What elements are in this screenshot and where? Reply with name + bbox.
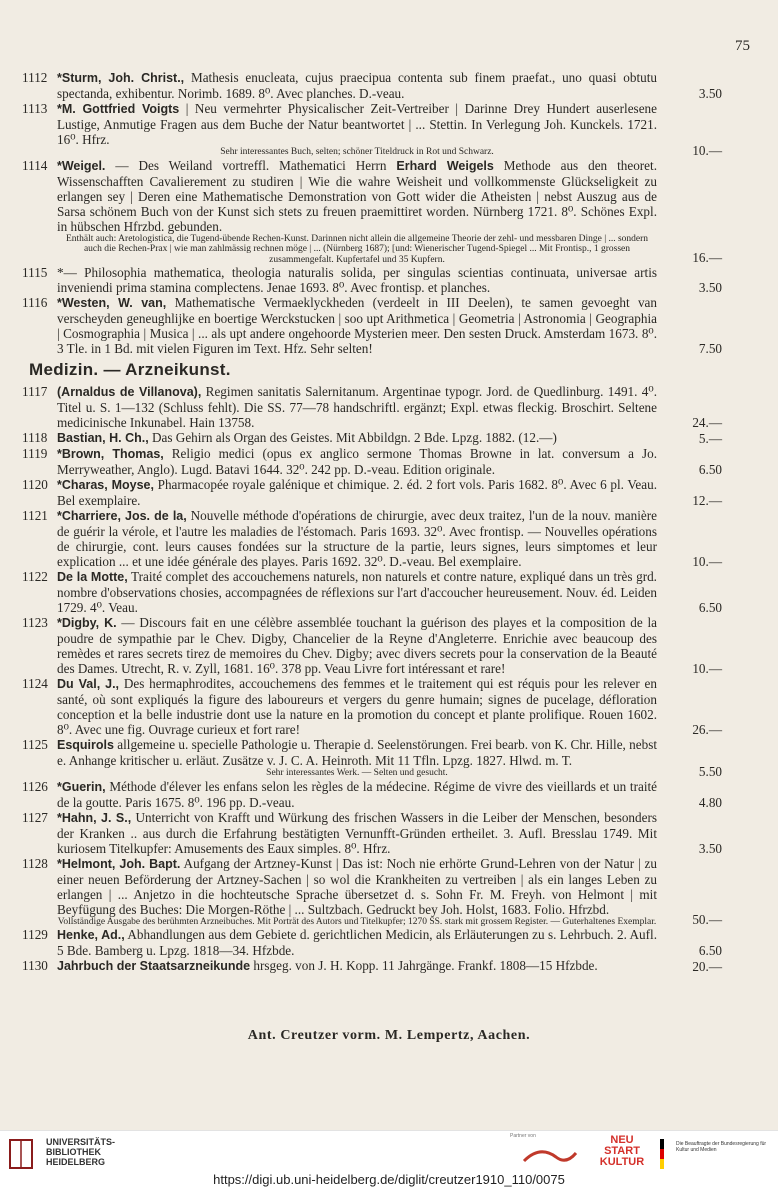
catalog-entry	[22, 676, 724, 737]
entry-price: 20.—	[692, 959, 722, 974]
catalog-entry	[22, 737, 724, 779]
entry-number: 1113	[22, 101, 48, 116]
section-heading: Medizin. — Arzneikunst.	[29, 360, 231, 379]
entry-text	[57, 384, 657, 430]
entry-number: 1124	[22, 676, 48, 691]
entry-price: 6.50	[698, 462, 722, 477]
entry-number: 1115	[22, 265, 48, 280]
entry-description: Mathesis enucleata, cujus praecipua contenta sub finem praefat., uno quasi obtutu spectanda, exhibentur. Norimb. 1689. 8⁰. Avec planches. D.-veau.	[57, 70, 658, 101]
entry-author: Esquirols	[57, 738, 114, 752]
entry-price: 50.—	[692, 912, 722, 927]
entry-number: 1120	[22, 477, 48, 492]
entry-author: *Digby, K.	[57, 616, 117, 630]
entry-text	[57, 70, 657, 101]
catalog-entry	[22, 856, 724, 928]
entry-text	[57, 810, 657, 856]
entry-author: *Westen, W. van,	[57, 296, 167, 310]
entry-author: *Charas, Moyse,	[57, 478, 154, 492]
university-library-logo[interactable]	[8, 1137, 148, 1173]
entry-description: *— Philosophia mathematica, theologia naturalis solida, per singulas scientias continuata, universae artis inveniendi prima stamina complectens. Jenae 1693. 8⁰. Avec frontisp. et planches.	[57, 265, 657, 295]
entry-price: 10.—	[692, 554, 722, 569]
entry-price: 26.—	[692, 722, 722, 737]
logo-line-1: UNIVERSITÄTS-	[46, 1137, 116, 1147]
federal-flag-icon	[660, 1139, 674, 1169]
entry-price: 10.—	[692, 661, 722, 676]
entry-text	[57, 430, 657, 446]
entry-description: — Des Weiland vortreffl. Mathematici Herrn	[105, 157, 397, 173]
entry-text	[57, 958, 657, 974]
catalog-entry	[22, 958, 724, 974]
entry-author: *Helmont, Joh. Bapt.	[57, 856, 181, 871]
entry-description: Aufgang der Artzney-Kunst | Das ist: Noch nie erhörte Grund-Lehren von der Natur | zu einer neuen Beförderung der Artzney-Sachen | so wol die Krankheiten zu vertreiben | als ein langes Leben zu erlangen | ... Anjetzo in die hochteutsche Sprache übersetzet d. s. Sohn Fr. M. Freyh. von Helmont | mit Beyfügung des Buches: Die Morgen-Röthe | ... Sultzbach. Gedruckt bey Joh. Holst, 1683. Folio. Hfrzbd.	[57, 855, 657, 917]
entry-description: Méthode d'élever les enfans selon les règles de la médecine. Régime de vivre des vieillards et un traité de la goutte. Paris 1675. 8⁰. 196 pp. D.-veau.	[57, 778, 657, 810]
entry-note: Sehr interessantes Werk. — Selten und gesucht.	[266, 768, 448, 778]
entry-text	[57, 446, 657, 477]
entry-price: 5.—	[698, 431, 722, 446]
entry-text	[57, 779, 657, 810]
page-number: 75	[735, 38, 750, 54]
logo-line-2: BIBLIOTHEK	[46, 1147, 101, 1157]
entry-author: Erhard Weigels	[396, 158, 494, 173]
entry-text	[57, 676, 657, 737]
entry-description: Methode aus den theoret. Wissenschafften Cavalierement zu studiren | Wie die wahre Weisheit und vollkommenste Glückseligkeit zu erlangen sey | Deren eine Mathematische Demonstration von Gott wider die Atheisten | nebst Auszug aus de Sarsa schönem Buch von der Kunst sich stets zu freuen praemittiret worden. Nürnberg 1721. 8⁰. Schönes Expl. in hübschen Hfrzbd. gebunden.	[57, 157, 657, 234]
catalog-entry	[22, 810, 724, 856]
entry-number: 1128	[22, 855, 48, 871]
entry-description: — Discours fait en une célèbre assemblée touchant la guérison des playes et la composition de la poudre de sympathie par le Chev. Digby, Chancelier de la Reyne d'Angleterre. Enrichie avec beaucoup des remèdes et rares secrets tirez de memoires du Chev. Digby; avec divers secrets pour la conservation de la Beauté des Dames. Utrecht, R. v. Zyll, 1681. 16⁰. 378 pp. Veau Livre fort intéressant et rare!	[57, 615, 658, 676]
entry-text	[57, 265, 657, 295]
entry-text	[57, 737, 657, 779]
entry-number: 1119	[22, 446, 48, 461]
catalog-entry	[22, 101, 724, 158]
entry-description: Regimen sanitatis Salernitanum. Argentinae typogr. Jord. de Quedlinburg. 1491. 4⁰. Titel u. S. 1—132 (Schluss fehlt). Die SS. 77—78 handschriftl. ergänzt; Expl. etwas fleckig. Broschirt. Seltene medicinische Inkunabel. Hain 13758.	[57, 384, 657, 430]
logo-line-3: HEIDELBERG	[46, 1157, 106, 1167]
entry-price: 5.50	[698, 763, 722, 779]
entry-text	[57, 101, 657, 158]
entry-description: allgemeine u. specielle Pathologie u. Therapie d. Seelenstörungen. Frei bearb. von K. Chr. Hille, nebst e. Anhange kritischer u. erläut. Zusätze v. J. C. A. Heinroth. Mit 11 Tfln. Lpzg. 1827. Hlwd. m. T.	[57, 737, 657, 768]
entries-mathematics	[22, 70, 724, 356]
catalog-entry	[22, 70, 724, 101]
partner-logo-icon	[520, 1141, 580, 1171]
entry-number: 1122	[22, 569, 48, 584]
neustart-line-2: START	[604, 1145, 640, 1157]
entry-price: 10.—	[692, 142, 722, 158]
entry-author: *Charriere, Jos. de la,	[57, 509, 187, 523]
entry-author: Du Val, J.,	[57, 677, 120, 691]
partner-label: Partner von	[510, 1133, 536, 1139]
entries-medicine	[22, 384, 724, 974]
entry-text	[57, 508, 657, 569]
entry-price: 3.50	[698, 280, 722, 295]
catalog-entry	[22, 265, 724, 295]
entry-author: *Weigel.	[57, 158, 106, 173]
source-url[interactable]: https://digi.ub.uni-heidelberg.de/diglit/creutzer1910_110/0075	[213, 1172, 565, 1187]
entry-number: 1129	[22, 927, 48, 942]
entry-number: 1130	[22, 958, 48, 973]
entry-description: Des hermaphrodites, accouchemens des femmes et le traitement qui est réquis pour les relever en santé, où sont expliqués la figure des laboureurs et vergers du genre humain; signes de pucelage, défloration conception et la belle industrie dont use la nature en la promotion du concept et plante prolifique. Rouen 1602. 8⁰. Avec une fig. Ouvrage curieux et fort rare!	[57, 676, 657, 737]
entry-number: 1123	[22, 615, 48, 630]
entry-number: 1121	[22, 508, 48, 523]
entry-price: 6.50	[698, 943, 722, 958]
entry-number: 1117	[22, 384, 48, 399]
entry-author: Jahrbuch der Staatsarzneikunde	[57, 959, 251, 973]
entry-author: (Arnaldus de Villanova),	[57, 385, 202, 399]
entry-price: 16.—	[692, 250, 722, 265]
entry-author: *Guerin,	[57, 779, 106, 794]
entry-description: Nouvelle méthode d'opérations de chirurgie, avec deux traitez, l'un de la nouv. manière de guérir la vérole, et l'autre les maladies de l'éstomach. Paris 1693. 32⁰. Avec frontisp. — Nouvelles opérations de chirurgie, cont. leurs causes fondées sur la structure de la partie, leurs signes, leurs simptomes et leur explication ... et une idée générale des playes. Paris 1692. 32⁰. D.-veau. Bel exemplaire.	[57, 508, 657, 569]
entry-number: 1118	[22, 430, 48, 445]
catalog-entry	[22, 384, 724, 430]
entry-number: 1126	[22, 778, 48, 794]
entry-text	[57, 615, 657, 676]
library-seal-icon	[8, 1137, 36, 1171]
catalog-entry	[22, 158, 724, 266]
entry-text	[57, 477, 657, 508]
entry-text	[57, 927, 657, 958]
entry-description: hrsgeg. von J. H. Kopp. 11 Jahrgänge. Frankf. 1808—15 Hfzbde.	[250, 958, 598, 973]
entry-price: 12.—	[692, 493, 722, 508]
catalog-entry	[22, 615, 724, 676]
entry-price: 3.50	[698, 86, 722, 101]
entry-text	[57, 295, 657, 356]
entry-number: 1125	[22, 737, 48, 752]
catalog-entry	[22, 430, 724, 446]
catalog-entry	[22, 927, 724, 958]
catalog-entry	[22, 779, 724, 810]
bkm-logo-text: Die Beauftragte der Bundesregierung für Kultur und Medien	[676, 1141, 767, 1153]
entry-price: 7.50	[698, 341, 722, 356]
entry-description: | Neu vermehrter Physicalischer Zeit-Vertreiber | Darinne Drey Hundert auserlesene Lustige, Anmutige Fragen aus dem Buche der Natur beantwortet | ... Stettin. In Verlegung Joh. Kunckels. 1721. 16⁰. Hfrz.	[57, 101, 657, 147]
neustart-line-1: NEU	[610, 1134, 634, 1146]
entry-author: *Hahn, J. S.,	[57, 810, 132, 825]
entry-author: Bastian, H. Ch.,	[57, 431, 149, 445]
entry-note: Vollständige Ausgabe des berühmten Arzneibuches. Mit Porträt des Autors und Titelkupfer; 1270 SS. stark mit grossem Register. — Guterhaltenes Exemplar.	[57, 916, 657, 927]
entry-price: 6.50	[698, 600, 722, 615]
entry-author: *Brown, Thomas,	[57, 447, 164, 461]
entry-text	[57, 856, 657, 928]
entry-author: *Sturm, Joh. Christ.,	[57, 71, 185, 85]
catalog-entry	[22, 446, 724, 477]
catalog-entry	[22, 477, 724, 508]
entry-text	[57, 158, 657, 266]
catalog-entry	[22, 508, 724, 569]
entry-number: 1114	[22, 157, 48, 173]
entry-description: Religio medici (opus ex anglico sermone Thomas Browne in lat. conversum a Jo. Merryweather, Anglo). Lugd. Batavi 1644. 32⁰. 242 pp. D.-veau. Edition originale.	[57, 446, 657, 477]
neustart-kultur-logo[interactable]	[595, 1135, 649, 1177]
entry-description: Traité complet des accouchemens naturels, non naturels et contre nature, expliqué dans un très grd. nombre d'observations chosies, accompagnées de réflexions sur l'art d'accoucher heureusement. Nouv. éd. Leiden 1729. 4⁰. Veau.	[57, 569, 657, 615]
entry-description: Abhandlungen aus dem Gebiete d. gerichtlichen Medicin, als Erläuterungen zu s. Lehrbuch. 2. Aufl. 5 Bde. Bamberg u. Lpzg. 1818—34. Hfzbde.	[57, 927, 657, 958]
catalog-entry	[22, 295, 724, 356]
catalog-entries	[22, 70, 724, 974]
entry-number: 1112	[22, 70, 48, 85]
catalog-entry	[22, 569, 724, 615]
entry-number: 1116	[22, 295, 48, 310]
entry-price: 4.80	[698, 794, 722, 810]
entry-description: Das Gehirn als Organ des Geistes. Mit Abbildgn. 2 Bde. Lpzg. 1882. (12.—)	[148, 430, 557, 445]
entry-price: 3.50	[698, 840, 722, 856]
entry-author: *M. Gottfried Voigts	[57, 102, 180, 116]
entry-description: Pharmacopée royale galénique et chimique. 2. éd. 2 fort vols. Paris 1682. 8⁰. Avec 6 pl. Veau. Bel exemplaire.	[57, 477, 657, 508]
entry-note: Sehr interessantes Buch, selten; schöner Titeldruck in Rot und Schwarz.	[220, 147, 494, 157]
neustart-line-3: KULTUR	[599, 1156, 645, 1168]
entry-author: Henke, Ad.,	[57, 928, 125, 942]
entry-note: Enthält auch: Aretologistica, die Tugend-übende Rechen-Kunst. Darinnen nicht allein die allgemeine Theorie der zehl- und messbaren Dinge | ... sondern auch die Rechen-Prax | wie man zahlmässig rechnen möge | ... (Nürnberg 1687); [und: Wienerischer Tugend-Spiegel ... Mit Frontisp., 1 grossen zusammengefalt. Kupfertafel und 35 Kupfern.	[65, 233, 649, 265]
firm-footer: Ant. Creutzer vorm. M. Lempertz, Aachen.	[247, 1028, 531, 1043]
entry-author: De la Motte,	[57, 570, 128, 584]
entry-description: Unterricht von Krafft und Würkung des frischen Wassers in die Leiber der Menschen, besonders der Kranken .. aus durch die Erfahrung bestätigten Vernunfft-Gründen ertheilet. 3. Aufl. Bresslau 1749. Mit kuriosem Titelkupfer: Amusements des Eaux simples. 8⁰. Hfrz.	[57, 809, 657, 856]
entry-text	[57, 569, 657, 615]
entry-description: Mathematische Vermaeklyckheden (verdeelt in III Deelen), te samen gevoeght van verscheyden geneughlijke en boertige Werckstucken | soo upt Arithmetica | Geometria | Astronomia | Geographia | Cosmographia | Musica | ... als upt andere ongehoorde Mysterien meer. Den sesten Druck. Amsterdam 1673. 8⁰. 3 Tle. in 1 Bd. mit vielen Figuren im Text. Hfz. Sehr selten!	[57, 295, 657, 356]
entry-number: 1127	[22, 809, 48, 825]
entry-price: 24.—	[692, 415, 722, 430]
